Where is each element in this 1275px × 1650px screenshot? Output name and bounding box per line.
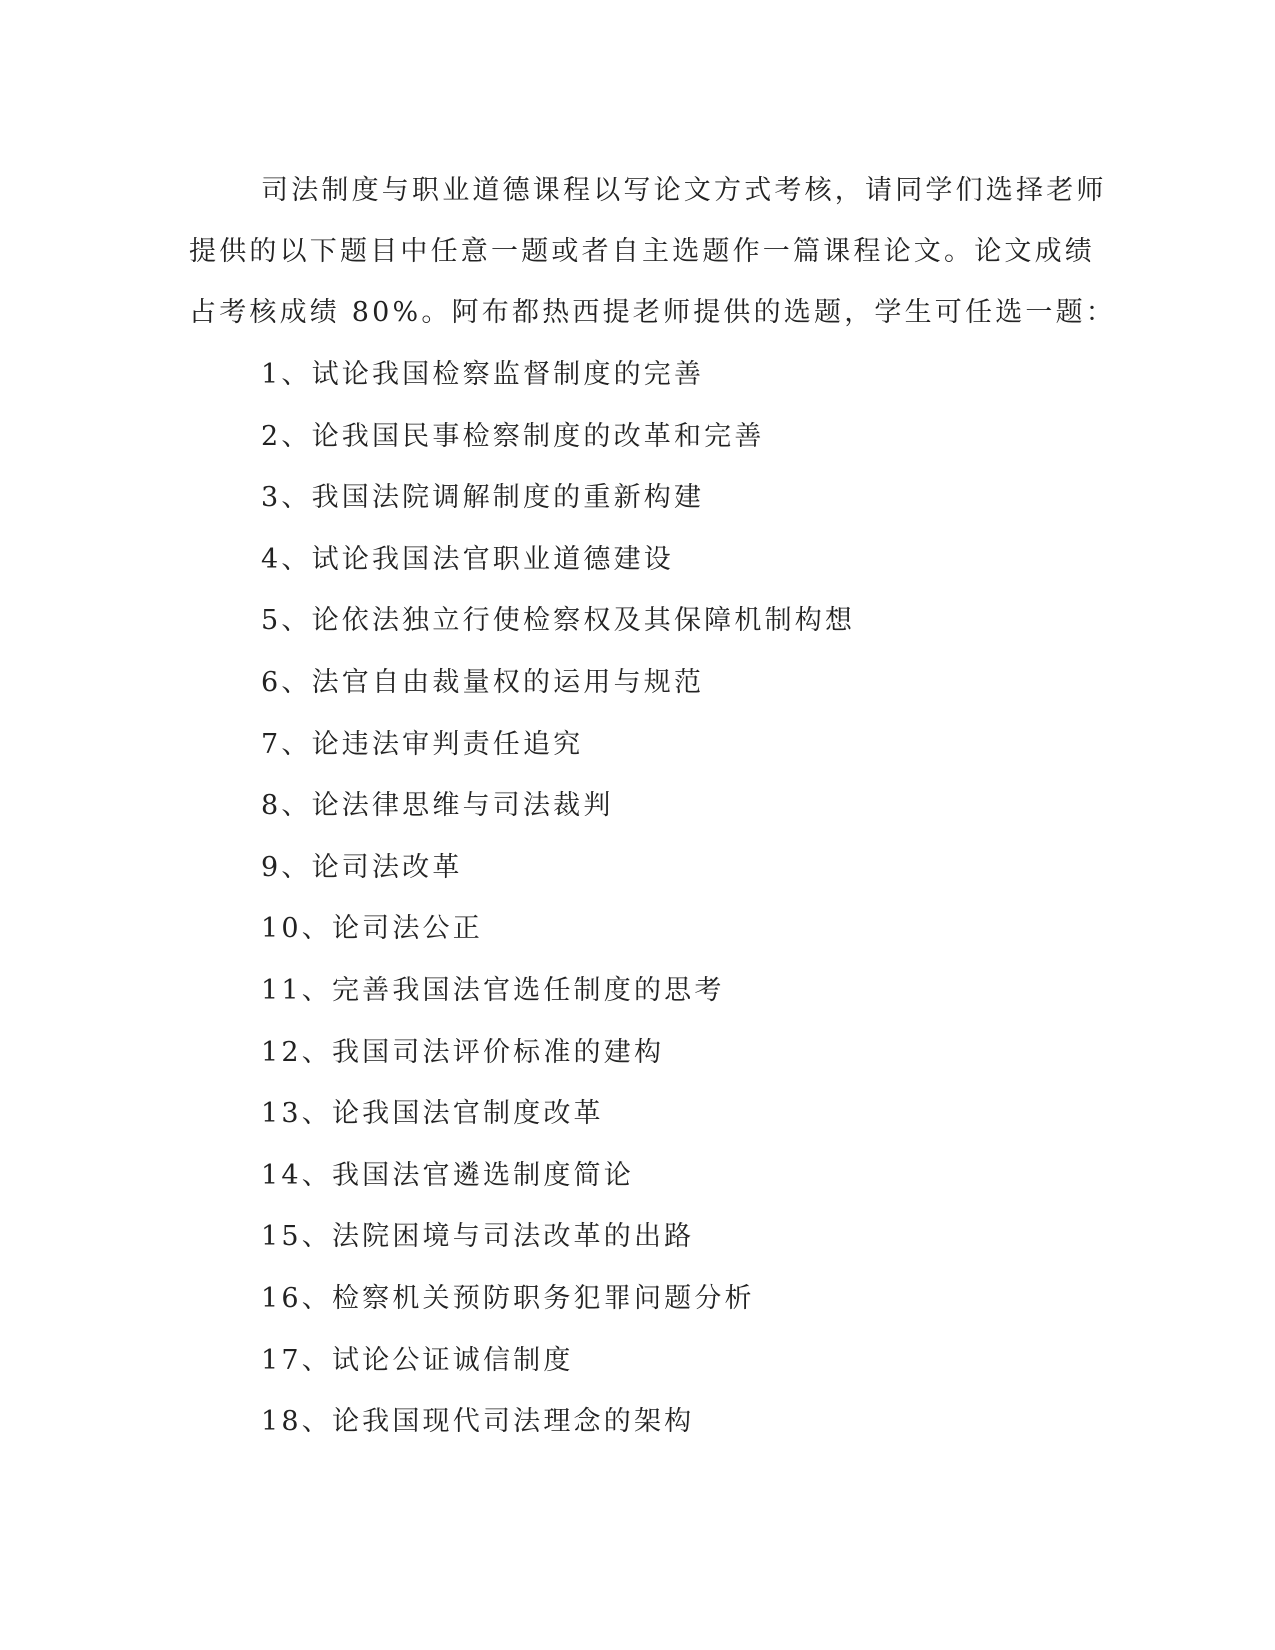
topic-item-9: 9、论司法改革 [261,851,463,883]
topic-item-11: 11、完善我国法官选任制度的思考 [261,974,725,1006]
intro-line-2: 提供的以下题目中任意一题或者自主选题作一篇课程论文。论文成绩 [189,236,1095,267]
intro-line-3: 占考核成绩 80%。阿布都热西提老师提供的选题，学生可任选一题： [189,297,1116,328]
topic-item-8: 8、论法律思维与司法裁判 [261,790,614,822]
topic-item-10: 10、论司法公正 [261,913,483,945]
topic-item-14: 14、我国法官遴选制度简论 [261,1159,634,1191]
intro-line-1: 司法制度与职业道德课程以写论文方式考核，请同学们选择老师 [261,175,1107,206]
topic-item-3: 3、我国法院调解制度的重新构建 [261,482,705,514]
topic-item-1: 1、试论我国检察监督制度的完善 [261,359,705,390]
intro-paragraph [189,160,1116,343]
topic-item-16: 16、检察机关预防职务犯罪问题分析 [261,1282,755,1314]
topic-item-5: 5、论依法独立行使检察权及其保障机制构想 [261,605,856,637]
topic-item-12: 12、我国司法评价标准的建构 [261,1036,665,1068]
topic-item-2: 2、论我国民事检察制度的改革和完善 [261,420,765,452]
topic-item-15: 15、法院困境与司法改革的出路 [261,1221,695,1253]
topic-item-6: 6、法官自由裁量权的运用与规范 [261,666,705,698]
topic-item-13: 13、论我国法官制度改革 [261,1098,604,1130]
topic-item-7: 7、论违法审判责任追究 [261,728,584,760]
topic-item-17: 17、试论公证诚信制度 [261,1344,574,1376]
topic-item-18: 18、论我国现代司法理念的架构 [261,1406,695,1438]
topic-list [261,344,855,1453]
topic-item-4: 4、试论我国法官职业道德建设 [261,543,674,575]
